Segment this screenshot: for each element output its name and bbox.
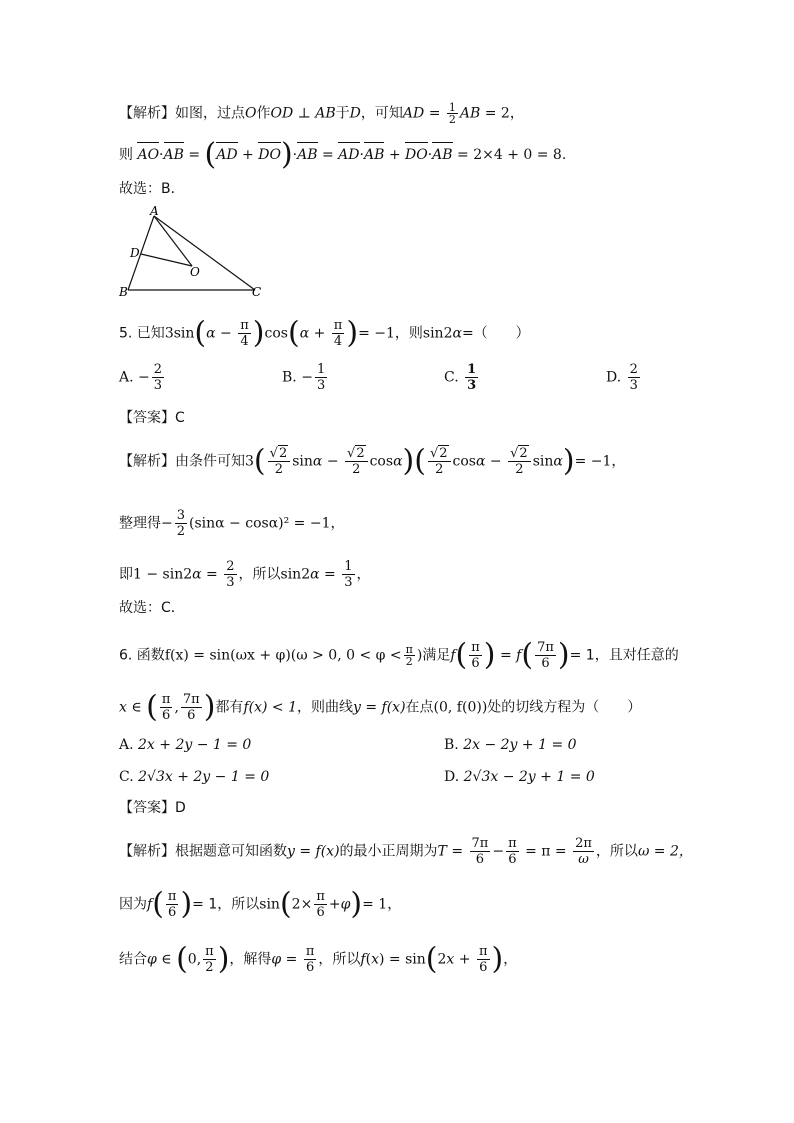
q6-option-c[interactable]: C. 2√3x + 2y − 1 = 0: [119, 769, 270, 785]
q5-option-c[interactable]: C. $\frac{1}{3}$: [444, 362, 477, 393]
label-A: A: [150, 204, 159, 218]
q5-solution-line3: 即1 − sin2α = $\frac{2}{3}$ ，所以sin2α = $\frac{1}{3}$ ，: [119, 559, 371, 590]
q5-answer: 【答案】C: [119, 410, 185, 426]
triangle-figure: [118, 204, 268, 300]
label-D: D: [130, 246, 140, 260]
label-C: C: [252, 285, 262, 299]
q4-solution-line1: 【解析】如图，过点O作OD ⊥ AB于D，可知AD = $\frac{1}{2}$ AB = 2，: [119, 101, 524, 126]
label-B: B: [119, 285, 128, 299]
label-O: O: [190, 265, 200, 279]
q6-option-d[interactable]: D. 2√3x − 2y + 1 = 0: [444, 769, 595, 785]
q4-solution-line2: 则 AO·AB = (AD + DO)·AB = AD·AB + DO·AB = 2×4 + 0 = 8.: [119, 137, 567, 172]
q6-solution-line2: 因为f( $\frac{\pi}{6}$ )= 1，所以sin(2× $\frac{\pi}{6}$ +φ)= 1，: [119, 886, 402, 922]
q6-stem-line2: x ∈ ( $\frac{\pi}{6}$ , $\frac{7\pi}{6}$ )都有f(x) < 1，则曲线y = f(x)在点(0, f(0))处的切线方程为（ ）: [119, 689, 642, 725]
q4-answer-choice: 故选：B．: [119, 181, 185, 197]
q5-option-d[interactable]: D. $\frac{2}{3}$: [606, 362, 638, 393]
half-fraction: $\frac{1}{2}$: [448, 101, 456, 126]
q5-option-a[interactable]: A. − $\frac{2}{3}$: [119, 362, 163, 393]
q6-answer: 【答案】D: [119, 800, 186, 816]
q5-solution-line2: 整理得− $\frac{3}{2}$ (sinα − cosα)² = −1，: [119, 508, 345, 539]
q6-option-b[interactable]: B. 2x − 2y + 1 = 0: [444, 737, 577, 753]
q6-solution-line3: 结合φ ∈ (0, $\frac{\pi}{2}$ )，解得φ = $\frac{\pi}{6}$ ，所以f(x) = sin(2x + $\frac{\pi}{6}$ )，: [119, 941, 518, 977]
q5-option-b[interactable]: B. − $\frac{1}{3}$: [282, 362, 326, 393]
jiexi-tag: 【解析】: [119, 105, 175, 122]
q5-solution-line1: 【解析】由条件可知3( $\frac{√2}{2}$ sinα − $\frac{√2}{2}$ cosα)( $\frac{√2}{2}$ cosα − $\frac{√2}{2}$ sinα)= −1，: [119, 443, 626, 479]
q6-option-a[interactable]: A. 2x + 2y − 1 = 0: [119, 737, 252, 753]
q5-stem: 5. 已知3sin(α − $\frac{\pi}{4}$ )cos(α + $\frac{\pi}{4}$ )= −1，则sin2α=（ ）: [119, 315, 530, 351]
q6-solution-line1: 【解析】根据题意可知函数y = f(x)的最小正周期为T = $\frac{7\pi}{6}$ − $\frac{\pi}{6}$ = π = $\frac{2\pi}{\omega}$ ，所以ω = 2，: [119, 836, 693, 867]
vector-AO: AO: [137, 147, 160, 163]
q5-answer-choice: 故选：C．: [119, 600, 185, 616]
q6-stem-line1: 6. 函数f(x) = sin(ωx + φ)(ω > 0, 0 < φ < $\frac{\pi}{2}$ )满足f( $\frac{\pi}{6}$ ) = f( $\frac{7\pi}{6}$ )= 1，且对任意的: [119, 637, 679, 673]
